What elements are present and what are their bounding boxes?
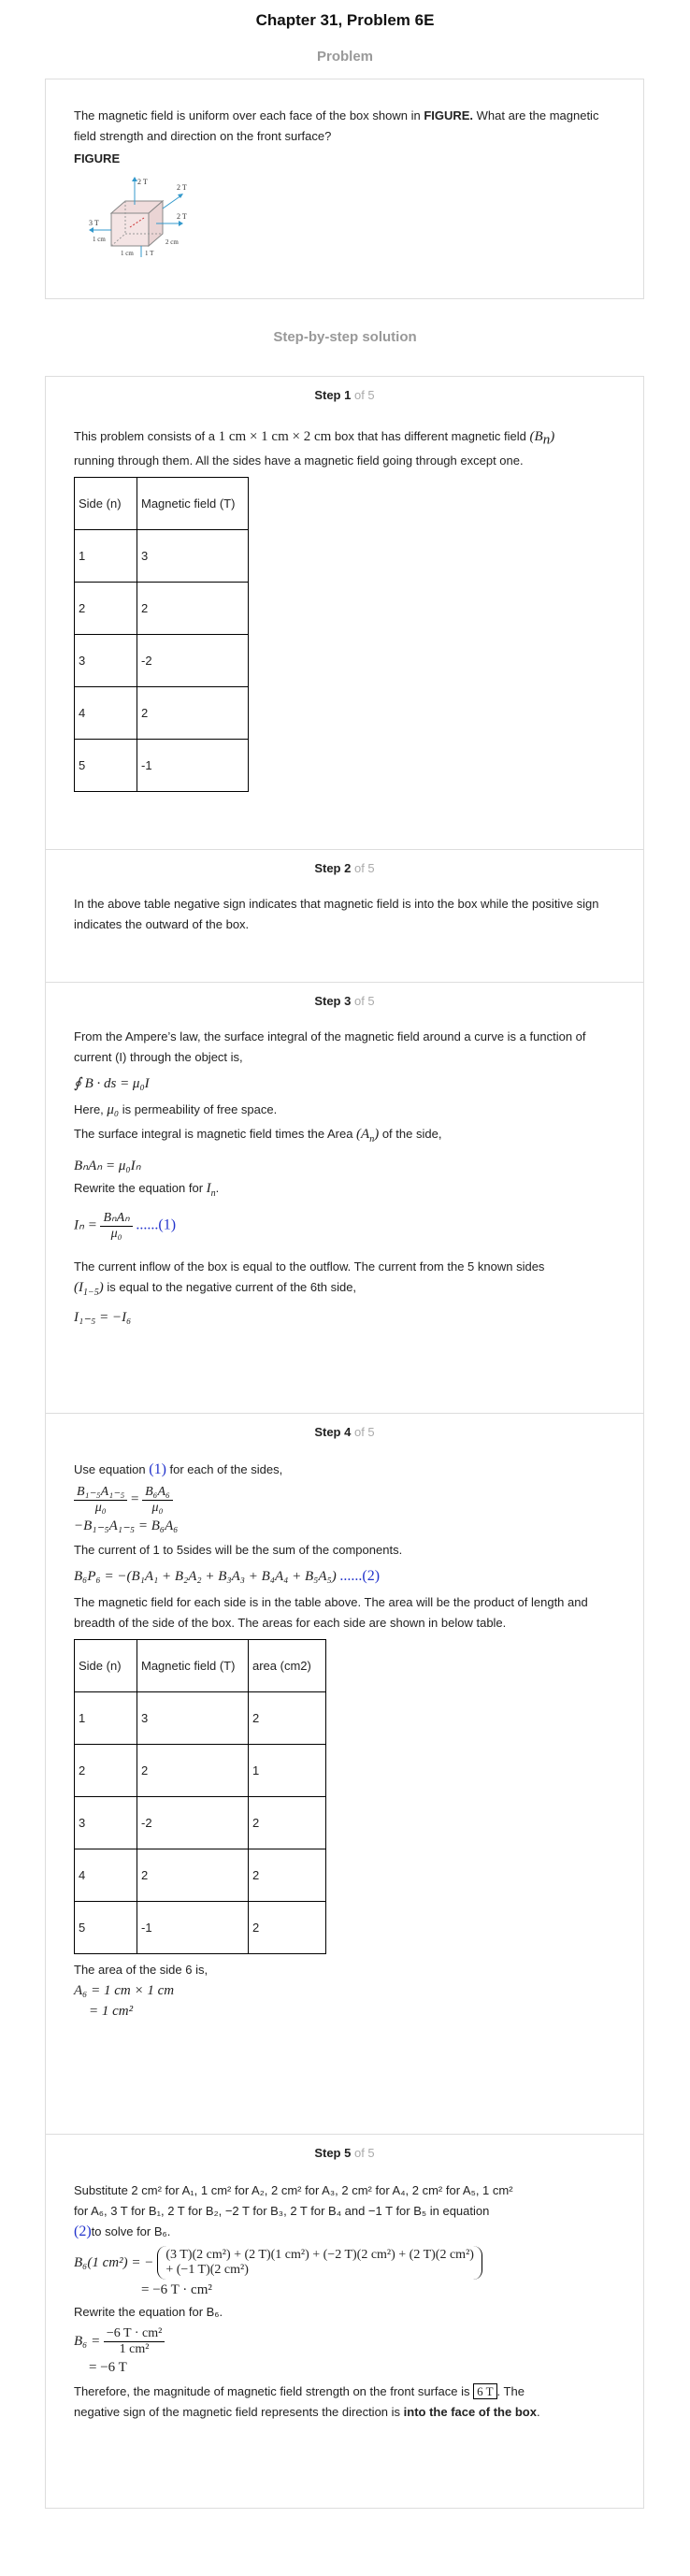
table-row: 1 3 2 <box>75 1692 326 1745</box>
step-4-heading: Step 4 of 5 <box>314 1425 375 1439</box>
step-5 <box>45 2135 644 2509</box>
table-header: Side (n) <box>75 1640 137 1692</box>
table-row: 4 2 <box>75 686 249 739</box>
step-3-text-4: Rewrite the equation for $I_n$. <box>74 1181 220 1199</box>
table-header: area (cm2) <box>249 1640 326 1692</box>
table-row: 5 -1 2 <box>75 1902 326 1954</box>
table-header: Magnetic field (T) <box>137 1640 249 1692</box>
step-1 <box>45 377 644 849</box>
step-4-text-4: The area of the side 6 is, <box>74 1963 208 1977</box>
equation-2: B₆P₆ = −(B₁A₁ + B₂A₂ + B₃A₃ + B₄A₄ + B₅A₅) ......(2) <box>74 1568 381 1584</box>
step-5-eq-1: B₆(1 cm²) = − (3 T)(2 cm²) + (2 T)(1 cm²) + (−2 T)(2 cm²) + (2 T)(2 cm²) + (−1 T)(2 cm²) <box>74 2246 615 2280</box>
step-1-text: This problem consists of a 1 cm × 1 cm × 2 cm box that has different magnetic field $(B_n)$ <box>74 429 555 448</box>
step-5-heading: Step 5 of 5 <box>314 2146 375 2160</box>
step-5-text-3: (2)to solve for B₆. <box>74 2223 171 2239</box>
figure-label: FIGURE <box>74 151 121 165</box>
box-figure <box>83 171 205 257</box>
svg-text:2 cm: 2 cm <box>165 238 179 246</box>
svg-text:2 T: 2 T <box>137 178 148 186</box>
problem-text: The magnetic field is uniform over each face of the box shown in FIGURE. What are the magnetic field strength and direction on the front surface? <box>74 108 599 143</box>
step-3-text-3: The surface integral is magnetic field times the Area $(A_n)$ of the side, <box>74 1127 442 1144</box>
step-5-text-1: Substitute 2 cm² for A₁, 1 cm² for A₂, 2 cm² for A₃, 2 cm² for A₄, 2 cm² for A₅, 1 cm² <box>74 2183 513 2197</box>
svg-text:3 T: 3 T <box>89 219 99 227</box>
ampere-equation: ∮ B · ds = μ₀I <box>74 1076 150 1091</box>
step-3-text-5: The current inflow of the box is equal to the outflow. The current from the 5 known sides <box>74 1259 545 1274</box>
step-2-text: In the above table negative sign indicates that magnetic field is into the box while the positive sign indicates the outward of the box. <box>74 897 599 931</box>
step-3-text-6: $(I_{1-5})$ is equal to the negative current of the 6th side, <box>74 1280 357 1298</box>
step-1-heading: Step 1 of 5 <box>314 388 375 402</box>
step-1-text-2: running through them. All the sides have a magnetic field going through except one. <box>74 453 524 468</box>
area-table <box>74 1639 326 1954</box>
solution-heading: Step-by-step solution <box>273 329 417 345</box>
table-row: 1 3 <box>75 529 249 582</box>
step-3-text-2: Here, μ₀ is permeability of free space. <box>74 1102 278 1117</box>
answer-box: 6 T <box>473 2383 496 2399</box>
table-row: 2 2 1 <box>75 1745 326 1797</box>
table-header: Side (n) <box>75 477 137 529</box>
equation-currents: I₁₋₅ = −I₆ <box>74 1310 132 1325</box>
step-3-heading: Step 3 of 5 <box>314 994 375 1008</box>
svg-text:1 T: 1 T <box>145 250 154 257</box>
table-row: 3 -2 2 <box>75 1797 326 1849</box>
step-4-eq-2: −B₁₋₅A₁₋₅ = B₆A₆ <box>74 1518 179 1533</box>
step-5-text-4: Rewrite the equation for B₆. <box>74 2305 223 2319</box>
svg-text:2 T: 2 T <box>177 183 187 192</box>
step-4-text-3: The magnetic field for each side is in the table above. The area will be the product of length and breadth of the side of the box. The areas for each side are shown in below table. <box>74 1595 588 1630</box>
step-5-eq-2-result: = −6 T <box>89 2360 127 2375</box>
step-5-text-2: for A₆, 3 T for B₁, 2 T for B₂, −2 T for B₃, 2 T for B₄ and −1 T for B₅ in equation <box>74 2204 490 2218</box>
step-4-eq-4a: A₆ = 1 cm × 1 cm <box>74 1983 175 1998</box>
step-5-conclusion-1: Therefore, the magnitude of magnetic field strength on the front surface is 6 T . The <box>74 2384 525 2398</box>
table-row: 2 2 <box>75 582 249 634</box>
step-5-conclusion-2: negative sign of the magnetic field represents the direction is into the face of the box. <box>74 2405 540 2419</box>
step-3-text-1: From the Ampere’s law, the surface integral of the magnetic field around a curve is a function of current (I) through the object is, <box>74 1029 586 1064</box>
step-4-text-1: Use equation (1) for each of the sides, <box>74 1461 283 1477</box>
problem-heading: Problem <box>316 49 373 65</box>
svg-text:1 cm: 1 cm <box>93 236 106 243</box>
step-4-text-2: The current of 1 to 5sides will be the sum of the components. <box>74 1543 403 1557</box>
step-5-eq-2: B₆ = $\frac{\text{−6 T · cm²}}{\text{1 cm²}}$ <box>74 2326 615 2357</box>
step-4-eq-1: $\frac{\text{B₁₋₅A₁₋₅}}{\text{μ₀}}$ = $\frac{\text{B₆A₆}}{\text{μ₀}}$ <box>74 1484 615 1516</box>
table-header: Magnetic field (T) <box>137 477 249 529</box>
equation-bnan: BₙAₙ = μ₀Iₙ <box>74 1158 141 1173</box>
table-row: 4 2 2 <box>75 1849 326 1902</box>
step-4 <box>45 1414 644 2134</box>
step-5-eq-1-result: = −6 T · cm² <box>141 2282 212 2297</box>
step-3 <box>45 983 644 1413</box>
step-2 <box>45 850 644 982</box>
field-table <box>74 477 249 792</box>
svg-text:2 T: 2 T <box>177 212 187 221</box>
table-row: 3 -2 <box>75 634 249 686</box>
page-title: Chapter 31, Problem 6E <box>255 11 435 29</box>
table-row: 5 -1 <box>75 739 249 791</box>
equation-1: Iₙ = $\frac{\text{BₙAₙ}}{\text{μ₀}}$ ......(1) <box>74 1211 177 1241</box>
svg-text:1 cm: 1 cm <box>121 250 134 257</box>
step-2-heading: Step 2 of 5 <box>314 861 375 875</box>
problem-card <box>45 79 644 299</box>
step-4-eq-4b: = 1 cm² <box>89 2004 134 2019</box>
